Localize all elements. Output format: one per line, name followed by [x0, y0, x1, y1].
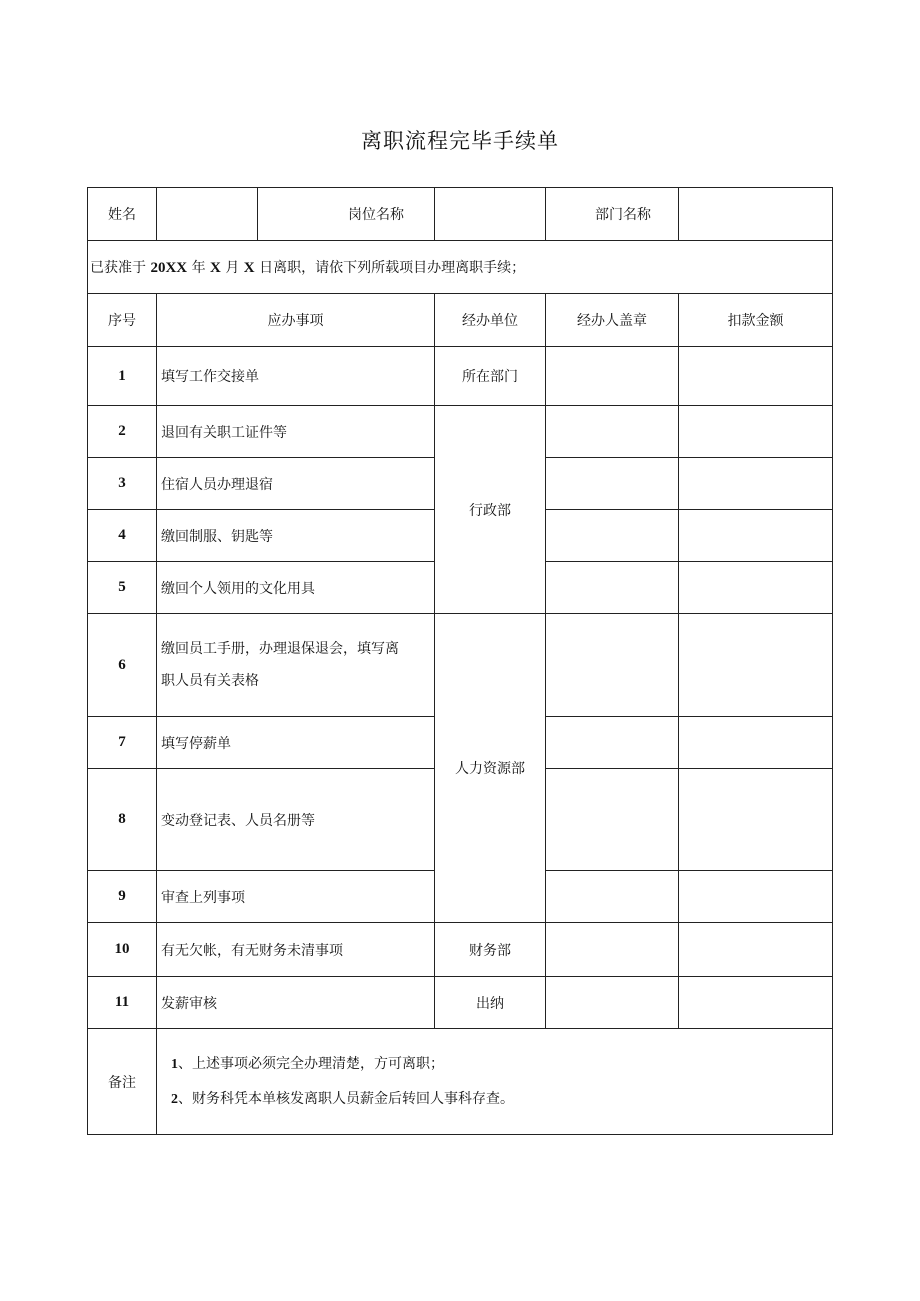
table-row	[88, 614, 833, 717]
row-item: 发薪审核	[157, 977, 435, 1029]
stamp-cell[interactable]	[546, 510, 679, 562]
row-item: 缴回个人领用的文化用具	[157, 562, 435, 614]
stamp-cell[interactable]	[546, 347, 679, 406]
row-seq: 10	[88, 923, 157, 977]
deduct-cell[interactable]	[679, 923, 833, 977]
row-seq: 8	[88, 769, 157, 871]
col-seq-header: 序号	[88, 294, 157, 347]
department-field[interactable]	[679, 188, 833, 241]
column-header-row	[88, 294, 833, 347]
deduct-cell[interactable]	[679, 406, 833, 458]
note-2: 2、财务科凭本单核发离职人员薪金后转回人事科存查。	[171, 1090, 514, 1107]
row-item: 审查上列事项	[157, 871, 435, 923]
note-1: 1、上述事项必须完全办理清楚，方可离职；	[171, 1055, 444, 1072]
notes-label: 备注	[88, 1029, 157, 1135]
row-seq: 5	[88, 562, 157, 614]
deduct-cell[interactable]	[679, 717, 833, 769]
table-row	[88, 977, 833, 1029]
col-deduct-header: 扣款金额	[679, 294, 833, 347]
notice-row	[88, 241, 833, 294]
deduct-cell[interactable]	[679, 871, 833, 923]
row-item: 退回有关职工证件等	[157, 406, 435, 458]
position-label: 岗位名称	[258, 188, 435, 241]
deduct-cell[interactable]	[679, 769, 833, 871]
stamp-cell[interactable]	[546, 406, 679, 458]
deduct-cell[interactable]	[679, 510, 833, 562]
stamp-cell[interactable]	[546, 614, 679, 717]
row-item: 住宿人员办理退宿	[157, 458, 435, 510]
row-unit: 行政部	[435, 406, 546, 614]
notes-row	[88, 1029, 833, 1135]
row-seq: 9	[88, 871, 157, 923]
col-stamp-header: 经办人盖章	[546, 294, 679, 347]
row-unit: 人力资源部	[435, 614, 546, 923]
deduct-cell[interactable]	[679, 562, 833, 614]
header-row	[88, 188, 833, 241]
row-seq: 1	[88, 347, 157, 406]
name-label: 姓名	[88, 188, 157, 241]
stamp-cell[interactable]	[546, 977, 679, 1029]
stamp-cell[interactable]	[546, 923, 679, 977]
resignation-notice: 已获准于 20XX 年 X 月 X 日离职，请依下列所载项目办理离职手续；	[88, 241, 833, 294]
stamp-cell[interactable]	[546, 562, 679, 614]
name-field[interactable]	[157, 188, 258, 241]
row-item: 有无欠帐，有无财务未清事项	[157, 923, 435, 977]
stamp-cell[interactable]	[546, 769, 679, 871]
stamp-cell[interactable]	[546, 717, 679, 769]
row-item: 缴回员工手册，办理退保退会，填写离 职人员有关表格	[157, 614, 435, 717]
row-item: 填写工作交接单	[157, 347, 435, 406]
form-title: 离职流程完毕手续单	[361, 129, 559, 153]
table-row	[88, 923, 833, 977]
col-item-header: 应办事项	[157, 294, 435, 347]
row-unit: 财务部	[435, 923, 546, 977]
row-seq: 4	[88, 510, 157, 562]
deduct-cell[interactable]	[679, 977, 833, 1029]
row-unit: 出纳	[435, 977, 546, 1029]
row-seq: 7	[88, 717, 157, 769]
department-label: 部门名称	[546, 188, 679, 241]
row-unit: 所在部门	[435, 347, 546, 406]
notes-content	[157, 1029, 833, 1135]
deduct-cell[interactable]	[679, 347, 833, 406]
row-seq: 11	[88, 977, 157, 1029]
col-unit-header: 经办单位	[435, 294, 546, 347]
stamp-cell[interactable]	[546, 871, 679, 923]
row-seq: 3	[88, 458, 157, 510]
stamp-cell[interactable]	[546, 458, 679, 510]
table-row	[88, 347, 833, 406]
row-seq: 2	[88, 406, 157, 458]
row-seq: 6	[88, 614, 157, 717]
deduct-cell[interactable]	[679, 458, 833, 510]
resignation-form-table	[87, 187, 833, 1135]
row-item: 变动登记表、人员名册等	[157, 769, 435, 871]
row-item: 缴回制服、钥匙等	[157, 510, 435, 562]
deduct-cell[interactable]	[679, 614, 833, 717]
row-item: 填写停薪单	[157, 717, 435, 769]
table-row	[88, 406, 833, 458]
position-field[interactable]	[435, 188, 546, 241]
